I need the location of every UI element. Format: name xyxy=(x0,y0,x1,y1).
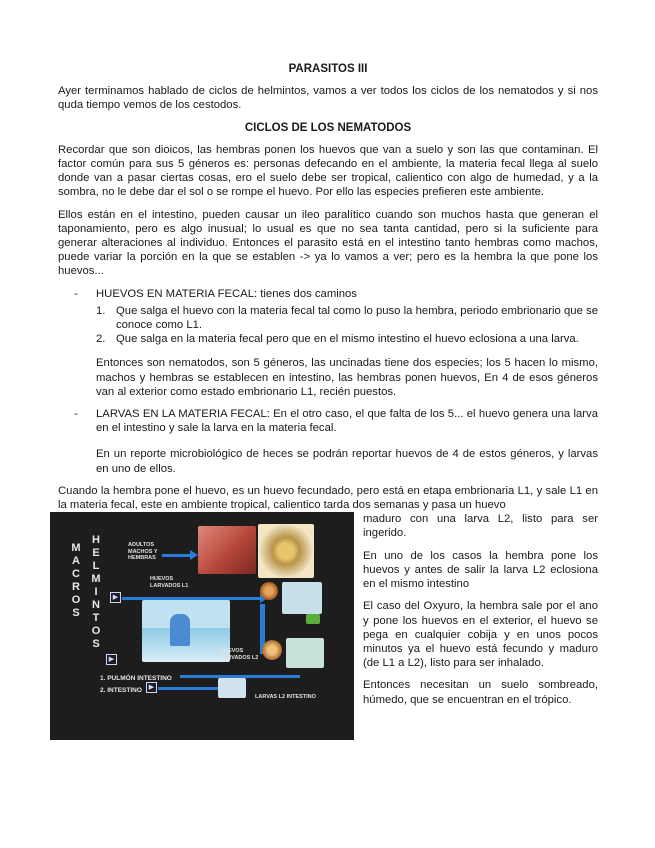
bullet-huevos xyxy=(58,287,598,301)
number-marker-1: 1. xyxy=(96,304,106,317)
intestine-photo xyxy=(198,526,256,574)
number-marker-2: 2. xyxy=(96,333,106,346)
numbered-item-2 xyxy=(58,332,598,346)
arrow-head xyxy=(190,550,198,560)
intro-paragraph: Ayer terminamos hablado de ciclos de helmintos, vamos a ver todos los ciclos de los nematodos y si nos quda tiempo vemos de los cestodos. xyxy=(58,85,598,112)
slide-box-icon: ▶ xyxy=(146,682,157,693)
macros-vertical-text: M A C R O S xyxy=(71,542,81,620)
label-intestino: 2. INTESTINO xyxy=(100,687,142,695)
larva-image-1 xyxy=(282,582,322,614)
numbered-item-1-text: Que salga el huevo con la materia fecal tal como lo puso la hembra, periodo embrionario que se conoce como L1. xyxy=(116,304,598,332)
helminth-cycle-slide xyxy=(50,512,354,740)
child-figure xyxy=(170,614,190,646)
paragraph-1: Recordar que son dioicos, las hembras ponen los huevos que van a suelo y son las que contaminan. El factor común para sus 5 géneros es: personas defecando en el ambiente, la materia fecal llega al suelo donde van a pasar ciertas cosas, ero el suelo debe ser tropical, calientico con algo de humedad, y a la sombra, no le debe dar el sol o se rompe el huevo. Por ello las especies prefieren este ambiente. xyxy=(58,143,598,199)
bullet-marker: - xyxy=(74,408,78,421)
label-larvas: LARVAS L2 INTESTINO xyxy=(255,694,316,701)
arrow-intestino xyxy=(158,687,218,690)
indented-paragraph-2: En un reporte microbiológico de heces se podrán reportar huevos de 4 de estos géneros, y larvas en uno de ellos. xyxy=(96,448,598,475)
label-pulmon: 1. PULMÓN INTESTINO xyxy=(100,675,172,683)
larva-image-3 xyxy=(218,678,246,698)
worms-photo xyxy=(258,524,314,578)
slide-box-icon: ▶ xyxy=(106,654,117,665)
side-paragraph-4: Entonces necesitan un suelo sombreado, húmedo, que se encuentran en el trópico. xyxy=(363,679,598,706)
figure-row xyxy=(58,512,598,752)
egg-l1-image xyxy=(260,582,278,600)
side-text-column xyxy=(363,512,598,714)
indented-paragraph-1: Entonces son nematodos, son 5 géneros, las uncinadas tiene dos especies; los 5 hacen lo mismo, machos y hembras se establecen en intestino, las hembras ponen huevos, En 4 de esos géneros van al exterior como estado embrionario L1, recién puestos. xyxy=(96,357,598,398)
slide-box-icon: ▶ xyxy=(110,592,121,603)
numbered-item-2-text: Que salga en la materia fecal pero que en el mismo intestino el huevo eclosiona a una larva. xyxy=(116,333,579,346)
label-huevos-l2: HUEVOS LARVADOS L2 xyxy=(220,648,259,661)
paragraph-2: Ellos están en el intestino, pueden causar un ileo paralítico cuando son muchos hasta que generan el taponamiento, pero es algo inusual; lo usual es que no sea tanta cantidad, pero si la suficiente para generar alteraciones al individuo. Entonces el parasito está en el intestino tanto hembras como machos, puede variar la porción en la que se establen -> ya lo vamos a ver; pero es la hembra la que pone los huevos... xyxy=(58,208,598,278)
helmintos-vertical-text: H E L M I N T O S xyxy=(91,534,101,651)
paragraph-3: Cuando la hembra pone el huevo, es un huevo fecundado, pero está en etapa embrionaria L1, y sale L1 en la materia fecal, este en ambiente tropical, calientico tarda dos semanas y pasa un huevo xyxy=(58,484,598,512)
bullet-huevos-text: HUEVOS EN MATERIA FECAL: tienes dos caminos xyxy=(96,287,357,300)
side-paragraph-3: El caso del Oxyuro, la hembra sale por el ano y pone los huevos en el exterior, el huevo se pega en cualquier cobija y en unos pocos minutos ya el huevo está fecundo y maduro (de L1 a L2), listo para ser inhalado. xyxy=(363,600,598,670)
bullet-larvas xyxy=(58,407,598,435)
document-title: PARASITOS III xyxy=(288,63,368,75)
larva-image-2 xyxy=(286,638,324,668)
section-title: CICLOS DE LOS NEMATODOS xyxy=(244,121,412,134)
side-paragraph-1: maduro con una larva L2, listo para ser ingerido. xyxy=(363,513,598,540)
label-adultos: ADULTOS MACHOS Y HEMBRAS xyxy=(128,542,158,562)
arrow-adultos xyxy=(162,554,192,557)
label-huevos-l1: HUEVOS LARVADOS L1 xyxy=(150,576,189,589)
bullet-marker: - xyxy=(74,287,78,300)
soil-image xyxy=(306,614,320,624)
egg-l2-image xyxy=(262,640,282,660)
side-paragraph-2: En uno de los casos la hembra pone los huevos y antes de salir la larva L2 eclosiona en el mismo intestino xyxy=(363,549,598,591)
document-page xyxy=(58,62,598,752)
bullet-larvas-text: LARVAS EN LA MATERIA FECAL: En el otro caso, el que falta de los 5... el huevo genera una larva en el intestino y sale la larva en la materia fecal. xyxy=(96,408,598,435)
numbered-item-1 xyxy=(58,304,598,332)
